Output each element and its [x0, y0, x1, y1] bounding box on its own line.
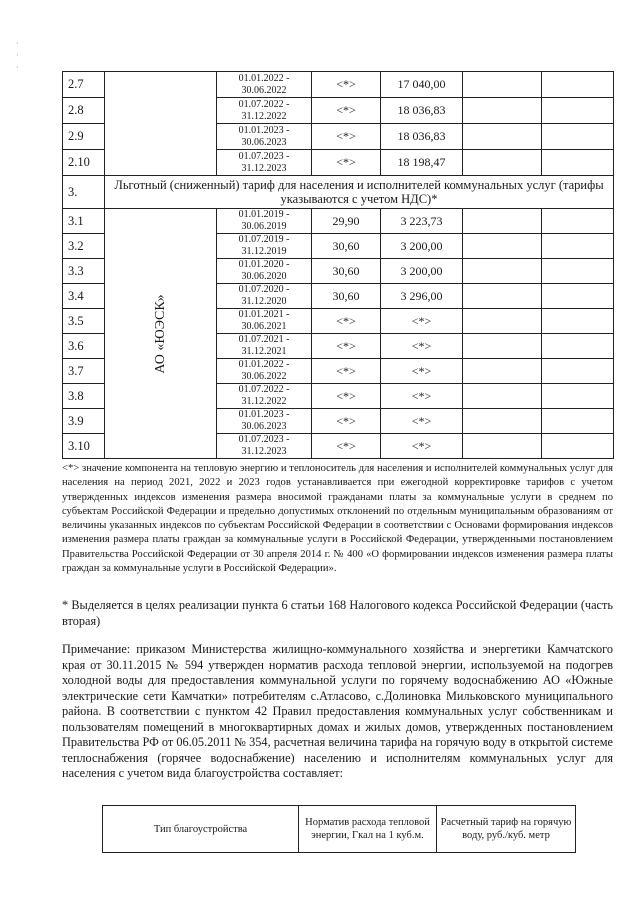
comfort-type-table — [102, 805, 576, 853]
tariff-cell: 3 223,73 — [381, 209, 463, 234]
rate-cell: 30,60 — [312, 284, 381, 309]
row-number: 3.7 — [63, 359, 105, 384]
empty-cell — [463, 384, 542, 409]
empty-cell — [542, 209, 614, 234]
row-number: 3.8 — [63, 384, 105, 409]
empty-cell — [542, 309, 614, 334]
empty-cell — [463, 284, 542, 309]
row-number: 2.10 — [63, 150, 105, 176]
section-number: 3. — [63, 176, 105, 209]
rate-cell: <*> — [312, 98, 381, 124]
empty-cell — [542, 124, 614, 150]
row-number: 2.8 — [63, 98, 105, 124]
rate-cell: <*> — [312, 309, 381, 334]
table-row — [63, 209, 614, 234]
period-cell: 01.07.2021 - 31.12.2021 — [217, 334, 312, 359]
tariff-cell: 3 200,00 — [381, 259, 463, 284]
column-header-comfort-type: Тип благоустройства — [103, 806, 299, 853]
empty-cell — [463, 359, 542, 384]
rate-cell: <*> — [312, 434, 381, 459]
tariff-table — [62, 71, 614, 459]
empty-cell — [542, 434, 614, 459]
empty-cell — [463, 409, 542, 434]
row-number: 2.9 — [63, 124, 105, 150]
rate-cell: <*> — [312, 124, 381, 150]
tariff-cell: 3 296,00 — [381, 284, 463, 309]
tariff-cell: 17 040,00 — [381, 72, 463, 98]
scan-margin-marks: · · · — [16, 39, 19, 72]
empty-cell — [542, 409, 614, 434]
footnote-asterisk-component: <*> значение компонента на тепловую энергию и теплоноситель для населения и исполнителей коммунальных услуг для населения на период 2021, 2022 и 2023 годов устанавливается при ежегодной корректировке тарифов с учетом утвержденных индексов изменения размера вносимой гражданами платы за коммунальные услуги в среднем по субъектам Российской Федерации и предельно допустимых отклонений по отдельным муниципальным образованиям от величины указанных индексов по субъектам Российской Федерации в соответствии с Основами формирования индексов изменения размера платы граждан за коммунальные услуги в Российской Федерации, утвержденными постановлением Правительства Российской Федерации от 30 апреля 2014 г. № 400 «О формировании индексов изменения размера платы граждан за коммунальные услуги в Российской Федерации». — [62, 463, 613, 575]
period-cell: 01.01.2023 - 30.06.2023 — [217, 124, 312, 150]
period-cell: 01.01.2022 - 30.06.2022 — [217, 72, 312, 98]
empty-cell — [542, 384, 614, 409]
period-cell: 01.07.2023 - 31.12.2023 — [217, 434, 312, 459]
tariff-cell: 18 036,83 — [381, 124, 463, 150]
row-number: 3.9 — [63, 409, 105, 434]
rate-cell: <*> — [312, 72, 381, 98]
row-number: 3.5 — [63, 309, 105, 334]
tariff-cell: 18 198,47 — [381, 150, 463, 176]
org-cell — [105, 72, 217, 176]
empty-cell — [463, 259, 542, 284]
empty-cell — [542, 150, 614, 176]
rate-cell: <*> — [312, 409, 381, 434]
tariff-cell: <*> — [381, 309, 463, 334]
rate-cell: <*> — [312, 384, 381, 409]
empty-cell — [463, 234, 542, 259]
empty-cell — [463, 209, 542, 234]
row-number: 3.1 — [63, 209, 105, 234]
row-number: 2.7 — [63, 72, 105, 98]
column-header-heat-norm: Норматив расхода тепловой энергии, Гкал на 1 куб.м. — [299, 806, 437, 853]
period-cell: 01.07.2023 - 31.12.2023 — [217, 150, 312, 176]
empty-cell — [463, 150, 542, 176]
empty-cell — [542, 72, 614, 98]
empty-cell — [542, 284, 614, 309]
empty-cell — [463, 124, 542, 150]
table-row — [63, 72, 614, 98]
empty-cell — [542, 359, 614, 384]
tariff-cell: <*> — [381, 409, 463, 434]
section-title: Льготный (сниженный) тариф для населения и исполнителей коммунальных услуг (тарифы указываются с учетом НДС)* — [105, 176, 614, 209]
empty-cell — [542, 234, 614, 259]
row-number: 3.4 — [63, 284, 105, 309]
row-number: 3.10 — [63, 434, 105, 459]
period-cell: 01.07.2022 - 31.12.2022 — [217, 98, 312, 124]
tariff-cell: 3 200,00 — [381, 234, 463, 259]
empty-cell — [463, 434, 542, 459]
tariff-cell: <*> — [381, 359, 463, 384]
period-cell: 01.07.2019 - 31.12.2019 — [217, 234, 312, 259]
section-heading-row — [63, 176, 614, 209]
period-cell: 01.01.2021 - 30.06.2021 — [217, 309, 312, 334]
remark-paragraph: Примечание: приказом Министерства жилищно-коммунального хозяйства и энергетики Камчатского края от 30.11.2015 № 594 утвержден норматив расхода тепловой энергии, используемой на подогрев холодной воды для предоставления коммунальной услуги по горячему водоснабжению АО «Южные электрические сети Камчатки» потребителям с.Атласово, с.Долиновка Мильковского муниципального района. В соответствии с пунктом 42 Правил предоставления коммунальных услуг собственникам и пользователям помещений в многоквартирных домах и жилых домов, утвержденных постановлением Правительства РФ от 06.05.2011 № 354, расчетная величина тарифа на горячую воду в открытой системе теплоснабжения (горячее водоснабжение) населению и исполнителям коммунальных услуг для населения с учетом вида благоустройства составляет: — [62, 642, 613, 780]
rate-cell: <*> — [312, 359, 381, 384]
row-number: 3.2 — [63, 234, 105, 259]
table-header-row — [103, 806, 576, 853]
row-number: 3.6 — [63, 334, 105, 359]
tariff-cell: 18 036,83 — [381, 98, 463, 124]
period-cell: 01.01.2022 - 30.06.2022 — [217, 359, 312, 384]
rate-cell: <*> — [312, 150, 381, 176]
period-cell: 01.07.2020 - 31.12.2020 — [217, 284, 312, 309]
rate-cell: 29,90 — [312, 209, 381, 234]
rate-cell: 30,60 — [312, 234, 381, 259]
tariff-cell: <*> — [381, 384, 463, 409]
period-cell: 01.07.2022 - 31.12.2022 — [217, 384, 312, 409]
rate-cell: 30,60 — [312, 259, 381, 284]
empty-cell — [542, 98, 614, 124]
tariff-cell: <*> — [381, 334, 463, 359]
empty-cell — [463, 334, 542, 359]
period-cell: 01.01.2020 - 30.06.2020 — [217, 259, 312, 284]
period-cell: 01.01.2019 - 30.06.2019 — [217, 209, 312, 234]
empty-cell — [463, 98, 542, 124]
rate-cell: <*> — [312, 334, 381, 359]
empty-cell — [463, 309, 542, 334]
org-cell — [105, 209, 217, 459]
empty-cell — [542, 334, 614, 359]
empty-cell — [463, 72, 542, 98]
tariff-cell: <*> — [381, 434, 463, 459]
period-cell: 01.01.2023 - 30.06.2023 — [217, 409, 312, 434]
row-number: 3.3 — [63, 259, 105, 284]
footnote-vat: * Выделяется в целях реализации пункта 6 статьи 168 Налогового кодекса Российской Федерации (часть вторая) — [62, 598, 613, 628]
column-header-hot-water-tariff: Расчетный тариф на горячую воду, руб./куб. метр — [437, 806, 576, 853]
org-name: АО «ЮЭСК» — [152, 293, 168, 374]
empty-cell — [542, 259, 614, 284]
